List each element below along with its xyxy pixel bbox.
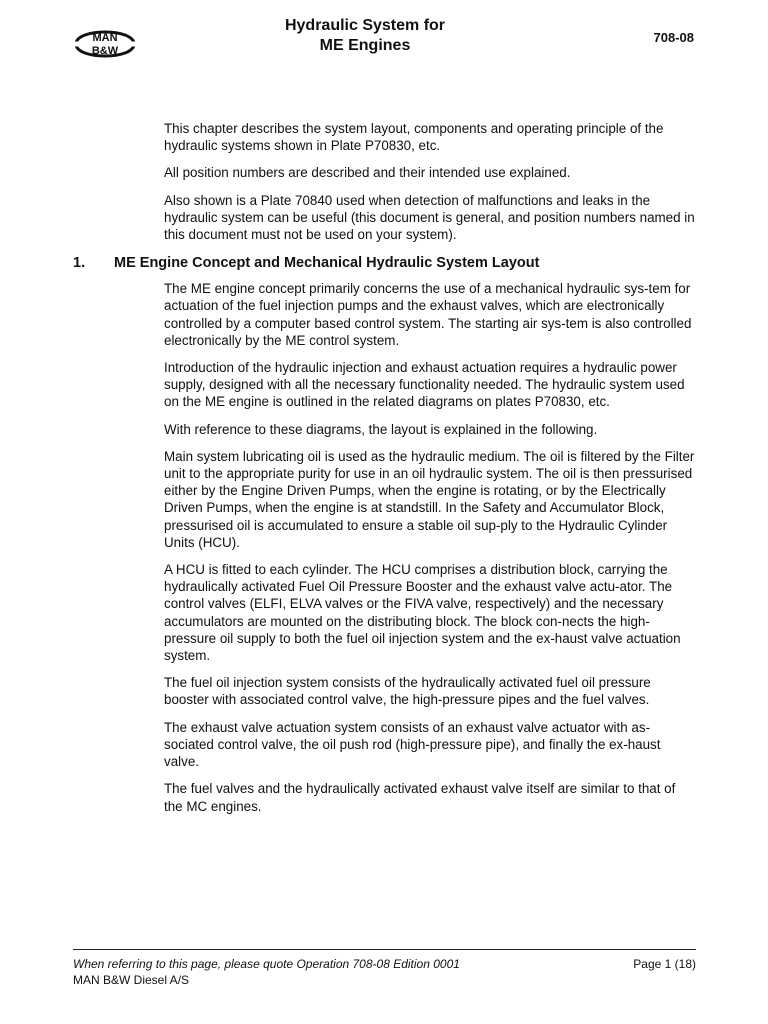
page-number: Page 1 (18) xyxy=(633,957,696,971)
intro-paragraph: All position numbers are described and their intended use explained. xyxy=(164,165,571,181)
logo-text-line1: MAN xyxy=(92,32,118,44)
body-paragraph: Main system lubricating oil is used as the hydraulic medium. The oil is filtered by the Filter unit to the appropriate purity for use in an oil hydraulic system. The oil is then pressurised either by the Engine Driven Pumps, when the engine is rotating, or by the Electrically Driven Pumps, when the engine is at standstill. In the Safety and Accumulator Block, pressurised oil is accumulated to ensure a stable oil sup-ply to the Hydraulic Cylinder Units (HCU). xyxy=(164,448,695,550)
page-content xyxy=(0,120,768,825)
document-title-line1: Hydraulic System for xyxy=(284,17,446,34)
body-paragraph: The fuel oil injection system consists of the hydraulically activated fuel oil pressure booster with associated control valve, the high-pressure pipes and the fuel valves. xyxy=(164,675,651,708)
page-header xyxy=(0,0,768,80)
logo-text-line2: B&W xyxy=(91,45,119,57)
body-paragraph: The exhaust valve actuation system consists of an exhaust valve actuator with as-sociated control valve, the oil push rod (high-pressure pipe), and finally the ex-haust valve. xyxy=(164,719,661,770)
section-heading xyxy=(0,255,768,275)
intro-paragraph: Also shown is a Plate 70840 used when detection of malfunctions and leaks in the hydraulic system can be useful (this document is general, and position numbers named in this document must not be used on your system). xyxy=(164,192,695,243)
man-bw-logo xyxy=(72,26,138,62)
intro-paragraph: This chapter describes the system layout, components and operating principle of the hydraulic systems shown in Plate P70830, etc. xyxy=(164,121,664,154)
body-paragraph: Introduction of the hydraulic injection and exhaust actuation requires a hydraulic power supply, designed with all the necessary functionality needed. The hydraulic system used on the ME engine is outlined in the related diagrams on plates P70830, etc. xyxy=(164,360,685,410)
body-paragraph: A HCU is fitted to each cylinder. The HCU comprises a distribution block, carrying the hydraulically activated Fuel Oil Pressure Booster and the exhaust valve actu-ator. The control valves (ELFI, ELVA valves or the FIVA valve, respectively) and the necessary accumulators are mounted on the distributing block. The block con-nects the high-pressure oil supply to both the fuel oil injection system and the ex-haust valve actuation system. xyxy=(164,562,681,664)
body-paragraph: With reference to these diagrams, the layout is explained in the following. xyxy=(164,421,598,437)
document-title-line2: ME Engines xyxy=(319,37,411,54)
document-number: 708-08 xyxy=(653,30,694,45)
company-name: MAN B&W Diesel A/S xyxy=(73,973,190,987)
section-title: ME Engine Concept and Mechanical Hydraulic System Layout xyxy=(114,255,540,272)
section-number: 1. xyxy=(73,255,86,272)
body-paragraph: The fuel valves and the hydraulically activated exhaust valve itself are similar to that of the MC engines. xyxy=(164,781,676,814)
body-paragraph: The ME engine concept primarily concerns the use of a mechanical hydraulic sys-tem for actuation of the fuel injection pumps and the exhaust valves, which are electronically controlled by a computer based control system. The starting air sys-tem is also controlled electronically by the ME control system. xyxy=(164,281,692,348)
footer-reference-note: When referring to this page, please quote Operation 708-08 Edition 0001 xyxy=(73,957,460,971)
footer-divider xyxy=(73,949,696,950)
document-title xyxy=(230,16,500,56)
